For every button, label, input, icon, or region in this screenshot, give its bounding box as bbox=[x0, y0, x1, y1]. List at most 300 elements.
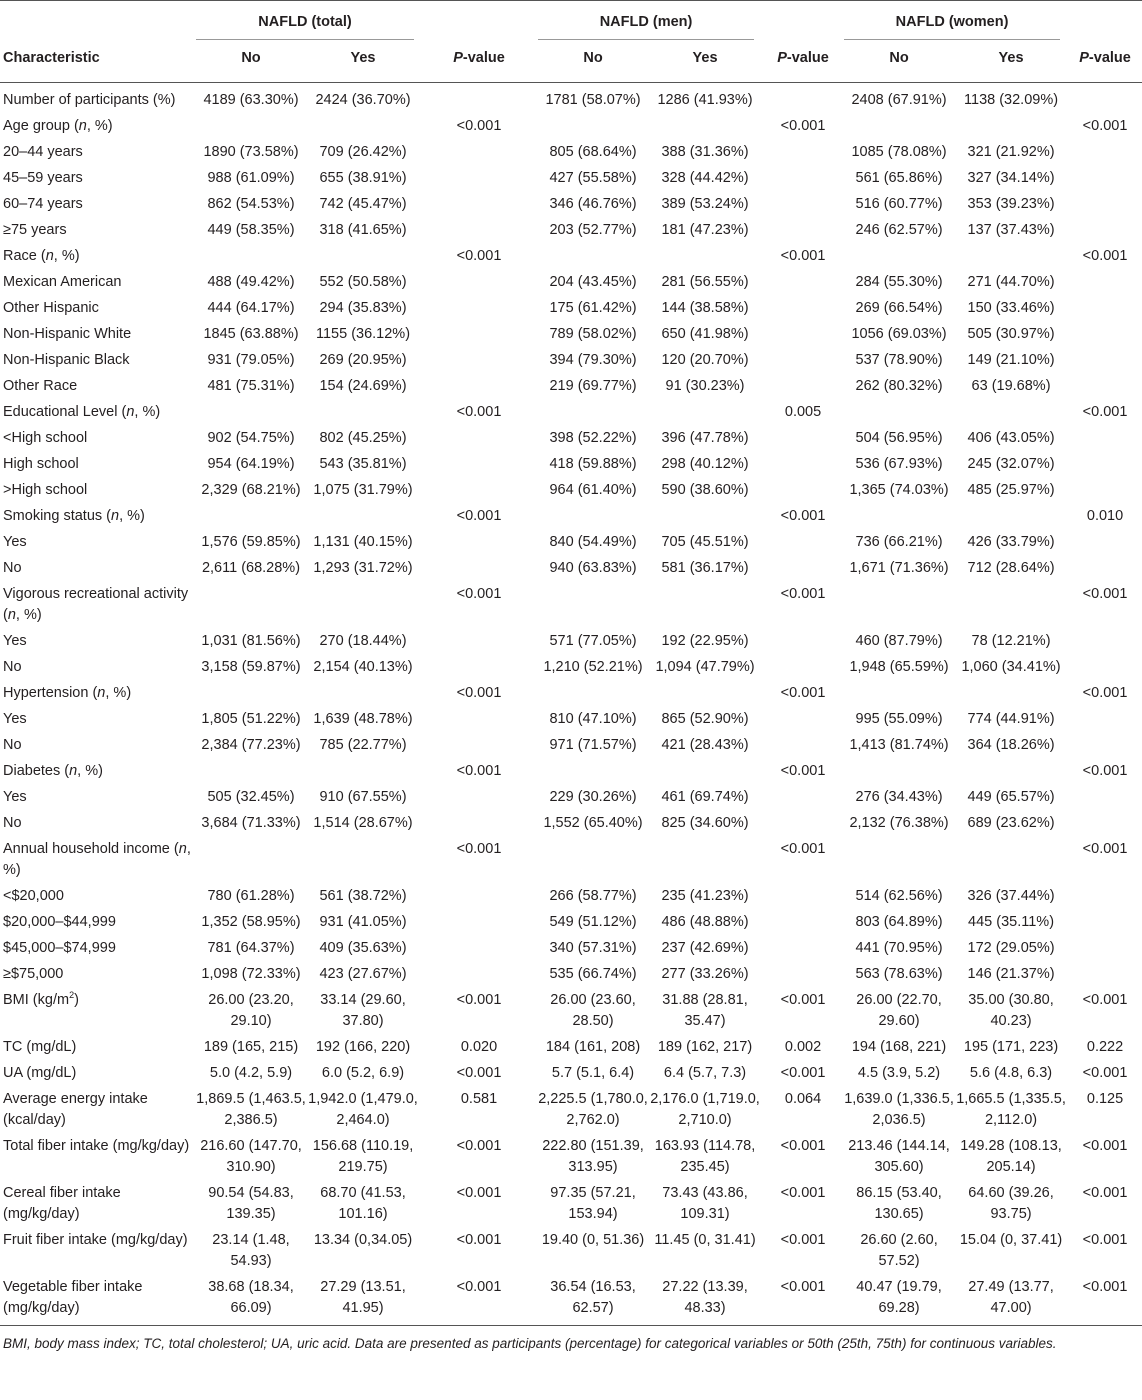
value-cell: 940 (63.83%) bbox=[549, 560, 637, 576]
value-cell: 175 (61.42%) bbox=[549, 300, 637, 316]
value-cell: 1,514 (28.67%) bbox=[313, 815, 413, 831]
value-cell: 340 (57.31%) bbox=[549, 940, 637, 956]
value-cell: 40.47 (19.79, 69.28) bbox=[856, 1279, 942, 1316]
value-cell: 1,639 (48.78%) bbox=[313, 711, 413, 727]
value-cell bbox=[538, 581, 648, 628]
value-cell: 23.14 (1.48, 54.93) bbox=[212, 1232, 290, 1269]
table-row bbox=[0, 425, 1142, 451]
value-cell: 1155 (36.12%) bbox=[315, 326, 411, 342]
value-cell: 488 (49.42%) bbox=[207, 274, 295, 290]
value-cell: 1,365 (74.03%) bbox=[849, 482, 949, 498]
value-cell: 346 (46.76%) bbox=[549, 196, 637, 212]
value-cell: 181 (47.23%) bbox=[661, 222, 749, 238]
table-row bbox=[0, 836, 1142, 883]
value-cell bbox=[196, 680, 306, 706]
value-cell bbox=[306, 680, 420, 706]
value-cell: 216.60 (147.70, 310.90) bbox=[200, 1138, 302, 1175]
value-cell: 1,131 (40.15%) bbox=[313, 534, 413, 550]
p-value-cell: <0.001 bbox=[1082, 1138, 1128, 1154]
p-value-cell bbox=[420, 706, 538, 732]
value-cell: 2,225.5 (1,780.0, 2,762.0) bbox=[538, 1091, 648, 1128]
p-value-cell: <0.001 bbox=[780, 508, 826, 524]
p-value-cell bbox=[762, 935, 844, 961]
value-cell bbox=[954, 680, 1068, 706]
value-cell bbox=[648, 581, 762, 628]
value-cell: 789 (58.02%) bbox=[549, 326, 637, 342]
row-label: Educational Level (n, %) bbox=[3, 404, 161, 420]
row-label: Race (n, %) bbox=[3, 248, 80, 264]
value-cell: 27.22 (13.39, 48.33) bbox=[662, 1279, 748, 1316]
value-cell: 1,665.5 (1,335.5, 2,112.0) bbox=[956, 1091, 1066, 1128]
value-cell bbox=[844, 503, 954, 529]
col-men-no: No bbox=[583, 49, 603, 66]
value-cell: 709 (26.42%) bbox=[319, 144, 407, 160]
value-cell: 1,031 (81.56%) bbox=[201, 633, 301, 649]
value-cell: 536 (67.93%) bbox=[855, 456, 943, 472]
value-cell: 6.4 (5.7, 7.3) bbox=[663, 1065, 747, 1081]
value-cell bbox=[306, 399, 420, 425]
value-cell: 154 (24.69%) bbox=[319, 378, 407, 394]
value-cell: 803 (64.89%) bbox=[855, 914, 943, 930]
value-cell: 780 (61.28%) bbox=[207, 888, 295, 904]
row-label: Mexican American bbox=[3, 274, 122, 290]
value-cell: 1,671 (71.36%) bbox=[849, 560, 949, 576]
value-cell: 172 (29.05%) bbox=[967, 940, 1055, 956]
p-value-cell bbox=[420, 451, 538, 477]
p-value-cell: <0.001 bbox=[780, 763, 826, 779]
value-cell: 396 (47.78%) bbox=[661, 430, 749, 446]
p-value-cell: <0.001 bbox=[456, 1138, 502, 1154]
value-cell bbox=[306, 113, 420, 139]
value-cell: 426 (33.79%) bbox=[967, 534, 1055, 550]
value-cell: 146 (21.37%) bbox=[967, 966, 1055, 982]
value-cell: 1845 (63.88%) bbox=[203, 326, 299, 342]
value-cell: 328 (44.42%) bbox=[661, 170, 749, 186]
value-cell: 68.70 (41.53, 101.16) bbox=[320, 1185, 406, 1222]
value-cell: 13.34 (0,34.05) bbox=[313, 1232, 413, 1248]
p-value-cell bbox=[762, 451, 844, 477]
p-value-cell bbox=[762, 165, 844, 191]
value-cell: 705 (45.51%) bbox=[661, 534, 749, 550]
value-cell: 203 (52.77%) bbox=[549, 222, 637, 238]
value-cell bbox=[196, 503, 306, 529]
p-value-cell: <0.001 bbox=[1082, 404, 1128, 420]
row-label: $45,000–$74,999 bbox=[3, 940, 116, 956]
value-cell: 189 (162, 217) bbox=[657, 1039, 753, 1055]
value-cell: 441 (70.95%) bbox=[855, 940, 943, 956]
value-cell: 781 (64.37%) bbox=[207, 940, 295, 956]
p-value-cell bbox=[762, 909, 844, 935]
value-cell: 192 (166, 220) bbox=[315, 1039, 411, 1055]
p-value-cell: <0.001 bbox=[456, 1185, 502, 1201]
value-cell: 1,293 (31.72%) bbox=[313, 560, 413, 576]
col-total-no: No bbox=[241, 49, 261, 66]
value-cell: 825 (34.60%) bbox=[661, 815, 749, 831]
value-cell bbox=[954, 399, 1068, 425]
p-value-cell: 0.125 bbox=[1086, 1091, 1124, 1107]
p-value-cell: <0.001 bbox=[456, 763, 502, 779]
row-label: <High school bbox=[3, 430, 88, 446]
table-footnote: BMI, body mass index; TC, total cholesterol; UA, uric acid. Data are presented as participants (percentage) for categorical variables or 50th (25th, 75th) for continuous variables. bbox=[3, 1336, 1057, 1351]
p-value-cell bbox=[762, 347, 844, 373]
p-value-cell: <0.001 bbox=[456, 1232, 502, 1248]
p-value-cell: <0.001 bbox=[1082, 118, 1128, 134]
row-label: 45–59 years bbox=[3, 170, 83, 186]
value-cell bbox=[306, 243, 420, 269]
value-cell: 63 (19.68%) bbox=[971, 378, 1051, 394]
value-cell: 802 (45.25%) bbox=[319, 430, 407, 446]
value-cell: 318 (41.65%) bbox=[319, 222, 407, 238]
p-value-cell bbox=[762, 139, 844, 165]
value-cell: 785 (22.77%) bbox=[319, 737, 407, 753]
row-label: >High school bbox=[3, 482, 88, 498]
value-cell: 537 (78.90%) bbox=[855, 352, 943, 368]
p-value-cell bbox=[1068, 217, 1142, 243]
p-value-cell: <0.001 bbox=[456, 118, 502, 134]
value-cell: 561 (65.86%) bbox=[855, 170, 943, 186]
p-value-cell: <0.001 bbox=[780, 841, 826, 857]
value-cell bbox=[538, 836, 648, 883]
value-cell: 561 (38.72%) bbox=[319, 888, 407, 904]
value-cell: 2424 (36.70%) bbox=[315, 92, 411, 108]
p-value-cell bbox=[420, 883, 538, 909]
value-cell: 1085 (78.08%) bbox=[851, 144, 947, 160]
value-cell: 581 (36.17%) bbox=[661, 560, 749, 576]
p-value-cell bbox=[762, 295, 844, 321]
row-label: Smoking status (n, %) bbox=[3, 508, 145, 524]
value-cell bbox=[844, 581, 954, 628]
value-cell: 449 (58.35%) bbox=[207, 222, 295, 238]
value-cell: 1781 (58.07%) bbox=[545, 92, 641, 108]
value-cell: 222.80 (151.39, 313.95) bbox=[542, 1138, 644, 1175]
table-row bbox=[0, 628, 1142, 654]
p-value-cell bbox=[1068, 784, 1142, 810]
row-label: Yes bbox=[3, 711, 27, 727]
value-cell: 1,098 (72.33%) bbox=[201, 966, 301, 982]
value-cell: 27.49 (13.77, 47.00) bbox=[968, 1279, 1054, 1316]
value-cell: 353 (39.23%) bbox=[967, 196, 1055, 212]
p-value-cell bbox=[1068, 935, 1142, 961]
table-row bbox=[0, 1274, 1142, 1326]
value-cell: 5.7 (5.1, 6.4) bbox=[551, 1065, 635, 1081]
p-value-cell bbox=[1068, 295, 1142, 321]
value-cell: 805 (68.64%) bbox=[549, 144, 637, 160]
p-value-cell: <0.001 bbox=[780, 118, 826, 134]
value-cell: 149 (21.10%) bbox=[967, 352, 1055, 368]
p-value-cell: <0.001 bbox=[780, 992, 826, 1008]
table-row bbox=[0, 451, 1142, 477]
p-value-cell bbox=[1068, 373, 1142, 399]
value-cell: 2,132 (76.38%) bbox=[849, 815, 949, 831]
value-cell bbox=[954, 758, 1068, 784]
row-label: TC (mg/dL) bbox=[3, 1039, 77, 1055]
value-cell: 504 (56.95%) bbox=[855, 430, 943, 446]
value-cell: 150 (33.46%) bbox=[967, 300, 1055, 316]
group-total: NAFLD (total) bbox=[196, 12, 414, 40]
row-label: Other Race bbox=[3, 378, 78, 394]
value-cell: 149.28 (108.13, 205.14) bbox=[960, 1138, 1062, 1175]
p-value-cell: <0.001 bbox=[1082, 1065, 1128, 1081]
value-cell: 26.00 (22.70, 29.60) bbox=[856, 992, 942, 1029]
table-row bbox=[0, 217, 1142, 243]
value-cell bbox=[306, 758, 420, 784]
table-row bbox=[0, 758, 1142, 784]
value-cell bbox=[196, 758, 306, 784]
table-row bbox=[0, 1180, 1142, 1227]
table-header bbox=[0, 1, 1142, 83]
p-value-cell bbox=[1068, 883, 1142, 909]
p-value-cell bbox=[1068, 347, 1142, 373]
value-cell: 590 (38.60%) bbox=[661, 482, 749, 498]
value-cell: 6.0 (5.2, 6.9) bbox=[321, 1065, 405, 1081]
value-cell: 15.04 (0, 37.41) bbox=[959, 1232, 1063, 1248]
value-cell: 421 (28.43%) bbox=[661, 737, 749, 753]
p-value-cell: <0.001 bbox=[1082, 685, 1128, 701]
p-value-cell bbox=[420, 732, 538, 758]
value-cell: 326 (37.44%) bbox=[967, 888, 1055, 904]
table-row bbox=[0, 810, 1142, 836]
row-label: No bbox=[3, 659, 22, 675]
value-cell: 298 (40.12%) bbox=[661, 456, 749, 472]
p-value-cell: <0.001 bbox=[1082, 1279, 1128, 1295]
p-value-cell bbox=[762, 883, 844, 909]
value-cell: 281 (56.55%) bbox=[661, 274, 749, 290]
value-cell: 262 (80.32%) bbox=[855, 378, 943, 394]
value-cell bbox=[648, 503, 762, 529]
value-cell: 2,329 (68.21%) bbox=[201, 482, 301, 498]
value-cell: 204 (43.45%) bbox=[549, 274, 637, 290]
value-cell: 1,639.0 (1,336.5, 2,036.5) bbox=[844, 1091, 954, 1128]
p-value-cell bbox=[762, 810, 844, 836]
p-value-cell bbox=[420, 83, 538, 114]
row-label: Fruit fiber intake (mg/kg/day) bbox=[3, 1232, 188, 1248]
value-cell: 137 (37.43%) bbox=[967, 222, 1055, 238]
value-cell: 931 (41.05%) bbox=[319, 914, 407, 930]
column-header-row bbox=[0, 40, 1142, 83]
table-row bbox=[0, 883, 1142, 909]
col-men-p: P-value bbox=[777, 49, 829, 66]
p-value-cell bbox=[420, 217, 538, 243]
p-value-cell: 0.002 bbox=[784, 1039, 822, 1055]
value-cell: 1,942.0 (1,479.0, 2,464.0) bbox=[308, 1091, 418, 1128]
table-row bbox=[0, 373, 1142, 399]
value-cell: 862 (54.53%) bbox=[207, 196, 295, 212]
table-row bbox=[0, 555, 1142, 581]
table-row bbox=[0, 191, 1142, 217]
row-label: $20,000–$44,999 bbox=[3, 914, 116, 930]
p-value-cell bbox=[1068, 425, 1142, 451]
p-value-cell bbox=[420, 139, 538, 165]
p-value-cell bbox=[762, 477, 844, 503]
p-value-cell bbox=[1068, 810, 1142, 836]
value-cell bbox=[954, 581, 1068, 628]
value-cell bbox=[196, 113, 306, 139]
table-row bbox=[0, 909, 1142, 935]
value-cell: 26.00 (23.20, 29.10) bbox=[208, 992, 294, 1029]
table-row bbox=[0, 165, 1142, 191]
value-cell: 689 (23.62%) bbox=[967, 815, 1055, 831]
p-value-cell bbox=[420, 654, 538, 680]
col-women-yes: Yes bbox=[998, 49, 1024, 66]
value-cell bbox=[538, 680, 648, 706]
row-label: Total fiber intake (mg/kg/day) bbox=[3, 1138, 190, 1154]
p-value-cell bbox=[1068, 451, 1142, 477]
value-cell: 38.68 (18.34, 66.09) bbox=[208, 1279, 294, 1316]
p-value-cell: <0.001 bbox=[456, 992, 502, 1008]
p-value-cell: <0.001 bbox=[780, 586, 826, 602]
value-cell bbox=[648, 113, 762, 139]
table-row bbox=[0, 529, 1142, 555]
p-value-cell bbox=[762, 83, 844, 114]
value-cell: 271 (44.70%) bbox=[967, 274, 1055, 290]
table-row bbox=[0, 987, 1142, 1034]
table-row bbox=[0, 732, 1142, 758]
p-value-cell bbox=[420, 347, 538, 373]
value-cell bbox=[844, 113, 954, 139]
value-cell: 229 (30.26%) bbox=[549, 789, 637, 805]
value-cell: 192 (22.95%) bbox=[661, 633, 749, 649]
value-cell: 1,413 (81.74%) bbox=[849, 737, 949, 753]
value-cell: 736 (66.21%) bbox=[855, 534, 943, 550]
value-cell bbox=[954, 503, 1068, 529]
value-cell: 650 (41.98%) bbox=[661, 326, 749, 342]
p-value-cell bbox=[420, 191, 538, 217]
value-cell: 445 (35.11%) bbox=[968, 914, 1055, 930]
value-cell: 195 (171, 223) bbox=[963, 1039, 1059, 1055]
value-cell: 409 (35.63%) bbox=[319, 940, 407, 956]
p-value-cell bbox=[1068, 83, 1142, 114]
value-cell: 5.0 (4.2, 5.9) bbox=[209, 1065, 293, 1081]
value-cell: 1056 (69.03%) bbox=[851, 326, 947, 342]
p-value-cell: <0.001 bbox=[780, 1185, 826, 1201]
value-cell: 398 (52.22%) bbox=[549, 430, 637, 446]
group-women: NAFLD (women) bbox=[844, 12, 1060, 40]
value-cell: 246 (62.57%) bbox=[855, 222, 943, 238]
value-cell: 90.54 (54.83, 139.35) bbox=[208, 1185, 294, 1222]
value-cell: 144 (38.58%) bbox=[661, 300, 749, 316]
value-cell: 1,060 (34.41%) bbox=[961, 659, 1061, 675]
group-men: NAFLD (men) bbox=[538, 12, 754, 40]
p-value-cell bbox=[420, 784, 538, 810]
table-row bbox=[0, 1227, 1142, 1274]
p-value-cell bbox=[420, 165, 538, 191]
value-cell bbox=[954, 243, 1068, 269]
value-cell: 64.60 (39.26, 93.75) bbox=[968, 1185, 1054, 1222]
value-cell: 394 (79.30%) bbox=[549, 352, 637, 368]
value-cell bbox=[538, 243, 648, 269]
table-row bbox=[0, 1133, 1142, 1180]
row-label: Age group (n, %) bbox=[3, 118, 113, 134]
table-row bbox=[0, 347, 1142, 373]
row-label: Cereal fiber intake (mg/kg/day) bbox=[3, 1185, 121, 1222]
value-cell: 535 (66.74%) bbox=[549, 966, 637, 982]
table-row bbox=[0, 784, 1142, 810]
p-value-cell: <0.001 bbox=[1082, 248, 1128, 264]
p-value-cell bbox=[420, 425, 538, 451]
value-cell: 485 (25.97%) bbox=[967, 482, 1055, 498]
row-label: UA (mg/dL) bbox=[3, 1065, 77, 1081]
value-cell: 1286 (41.93%) bbox=[657, 92, 753, 108]
value-cell: 1,210 (52.21%) bbox=[543, 659, 643, 675]
value-cell: 327 (34.14%) bbox=[967, 170, 1055, 186]
value-cell: 2,154 (40.13%) bbox=[313, 659, 413, 675]
p-value-cell bbox=[420, 373, 538, 399]
p-value-cell bbox=[1068, 191, 1142, 217]
col-women-p: P-value bbox=[1079, 49, 1131, 66]
value-cell bbox=[844, 399, 954, 425]
p-value-cell: 0.581 bbox=[460, 1091, 498, 1107]
value-cell: 418 (59.88%) bbox=[549, 456, 637, 472]
p-value-cell bbox=[1068, 321, 1142, 347]
col-total-p: P-value bbox=[453, 49, 505, 66]
value-cell: 571 (77.05%) bbox=[549, 633, 637, 649]
p-value-cell bbox=[762, 217, 844, 243]
value-cell: 35.00 (30.80, 40.23) bbox=[968, 992, 1054, 1029]
table-row bbox=[0, 477, 1142, 503]
p-value-cell bbox=[762, 425, 844, 451]
value-cell: 389 (53.24%) bbox=[661, 196, 749, 212]
p-value-cell: 0.064 bbox=[784, 1091, 822, 1107]
row-label: Yes bbox=[3, 633, 27, 649]
p-value-cell: <0.001 bbox=[780, 685, 826, 701]
p-value-cell: <0.001 bbox=[780, 1138, 826, 1154]
p-value-cell bbox=[762, 191, 844, 217]
p-value-cell: <0.001 bbox=[456, 586, 502, 602]
p-value-cell bbox=[1068, 165, 1142, 191]
p-value-cell: <0.001 bbox=[1082, 763, 1128, 779]
value-cell: 73.43 (43.86, 109.31) bbox=[662, 1185, 748, 1222]
p-value-cell: <0.001 bbox=[1082, 1232, 1128, 1248]
table-row bbox=[0, 706, 1142, 732]
p-value-cell bbox=[762, 628, 844, 654]
value-cell bbox=[196, 836, 306, 883]
value-cell: 423 (27.67%) bbox=[319, 966, 407, 982]
p-value-cell bbox=[420, 628, 538, 654]
value-cell: 444 (64.17%) bbox=[207, 300, 295, 316]
value-cell: 514 (62.56%) bbox=[855, 888, 943, 904]
value-cell: 31.88 (28.81, 35.47) bbox=[662, 992, 748, 1029]
row-label: Vegetable fiber intake (mg/kg/day) bbox=[3, 1279, 143, 1316]
value-cell bbox=[648, 399, 762, 425]
value-cell bbox=[844, 680, 954, 706]
value-cell: 543 (35.81%) bbox=[319, 456, 407, 472]
row-label: Vigorous recreational activity (n, %) bbox=[3, 586, 189, 623]
p-value-cell bbox=[762, 269, 844, 295]
value-cell: 120 (20.70%) bbox=[661, 352, 749, 368]
value-cell: 91 (30.23%) bbox=[665, 378, 745, 394]
value-cell: 213.46 (144.14, 305.60) bbox=[848, 1138, 950, 1175]
value-cell: 712 (28.64%) bbox=[967, 560, 1055, 576]
row-label: <$20,000 bbox=[3, 888, 64, 904]
col-total-yes: Yes bbox=[350, 49, 376, 66]
value-cell: 427 (55.58%) bbox=[549, 170, 637, 186]
value-cell bbox=[538, 113, 648, 139]
value-cell: 988 (61.09%) bbox=[207, 170, 295, 186]
p-value-cell bbox=[420, 269, 538, 295]
table-row bbox=[0, 399, 1142, 425]
value-cell: 277 (33.26%) bbox=[661, 966, 749, 982]
table-row bbox=[0, 1060, 1142, 1086]
value-cell: 184 (161, 208) bbox=[545, 1039, 641, 1055]
p-value-cell bbox=[762, 706, 844, 732]
table-row bbox=[0, 1086, 1142, 1133]
value-cell bbox=[648, 680, 762, 706]
p-value-cell bbox=[420, 477, 538, 503]
value-cell bbox=[196, 581, 306, 628]
value-cell: 364 (18.26%) bbox=[967, 737, 1055, 753]
value-cell: 505 (32.45%) bbox=[207, 789, 295, 805]
value-cell: 995 (55.09%) bbox=[855, 711, 943, 727]
